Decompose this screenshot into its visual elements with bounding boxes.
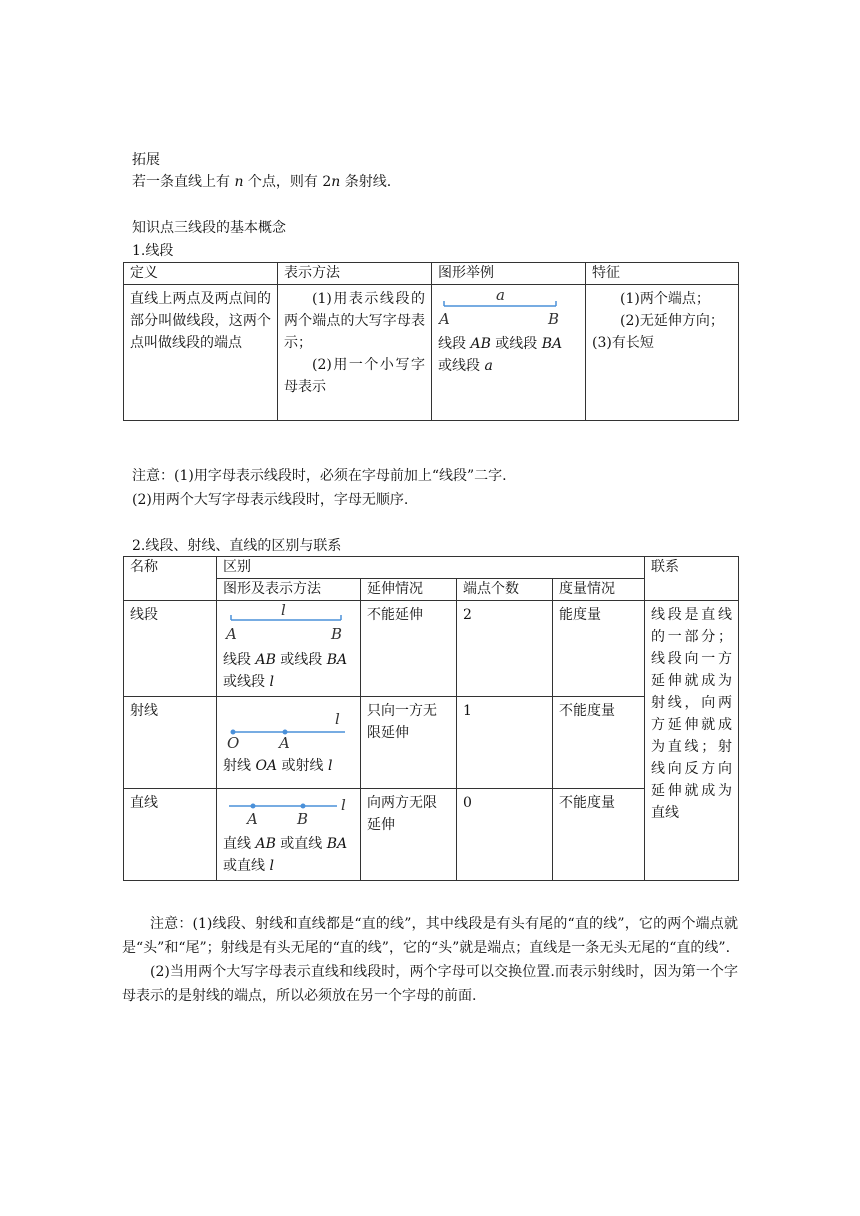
segment-figure: [223, 604, 351, 642]
row-endpoints: 1: [457, 697, 553, 789]
row-name: 射线: [124, 697, 217, 789]
header-method: 表示方法: [278, 263, 432, 285]
feature-2: (2)无延伸方向；: [620, 313, 724, 329]
header-name: 名称: [124, 557, 217, 601]
note2-paragraph-2: (2)当用两个大写字母表示直线和线段时，两个字母可以交换位置.而表示射线时，因为第一个字母表示的是射线的端点，所以必须放在另一个字母的前面.: [122, 964, 738, 1004]
note1-line2: (2)用两个大写字母表示线段时，字母无顺序.: [132, 492, 409, 508]
row-measure: 不能度量: [553, 789, 645, 881]
header-link: 联系: [645, 557, 739, 601]
figure-caption: 直线 AB 或直线 BA 或直线 l: [223, 836, 348, 874]
table-row: [124, 601, 739, 697]
label-l: l: [341, 796, 346, 814]
row-endpoints: 0: [457, 789, 553, 881]
row-extension: 只向一方无限延伸: [361, 697, 457, 789]
label-B: B: [331, 625, 343, 642]
row-figure: [217, 601, 361, 697]
figure-caption: 射线 OA 或射线 l: [223, 758, 333, 774]
feature-3: (3)有长短: [592, 335, 654, 351]
row-extension: 不能延伸: [361, 601, 457, 697]
row-extension: 向两方无限延伸: [361, 789, 457, 881]
table-header-row: [124, 263, 739, 285]
header-figure-method: 图形及表示方法: [217, 579, 361, 601]
method-1: (1)用表示线段的两个端点的大写字母表示；: [284, 291, 425, 351]
extension-text: 若一条直线上有 n 个点，则有 2n 条射线.: [132, 174, 392, 190]
row-name: 直线: [124, 789, 217, 881]
header-features: 特征: [586, 263, 739, 285]
label-l: l: [281, 604, 286, 619]
definition-cell: 直线上两点及两点间的部分叫做线段，这两个点叫做线段的端点: [124, 285, 278, 421]
subsection-title: 1.线段: [132, 243, 174, 259]
label-A: A: [279, 734, 290, 748]
row-endpoints: 2: [457, 601, 553, 697]
method-cell: [278, 285, 432, 421]
table2-title: 2.线段、射线、直线的区别与联系: [132, 538, 342, 554]
method-2: (2)用一个小写字母表示: [284, 357, 425, 395]
header-extension: 延伸情况: [361, 579, 457, 601]
row-figure: [217, 789, 361, 881]
header-difference: 区别: [217, 557, 645, 579]
line-figure: [223, 792, 351, 826]
header-endpoints: 端点个数: [457, 579, 553, 601]
extension-heading: 拓展: [132, 152, 160, 168]
label-l: l: [335, 710, 340, 728]
label-B: B: [297, 810, 309, 826]
label-B: B: [548, 310, 560, 326]
link-cell: 线段是直线的一部分；线段向一方延伸就成为射线，向两方延伸就成为直线；射线向反方向延伸就成为直线: [645, 601, 739, 881]
segment-table: [123, 262, 739, 421]
row-figure: [217, 697, 361, 789]
header-measure: 度量情况: [553, 579, 645, 601]
label-A: A: [226, 625, 237, 642]
table-row: [124, 285, 739, 421]
note2: [122, 912, 738, 1008]
figure-caption: 线段 AB 或线段 BA 或线段 l: [223, 652, 348, 690]
ray-figure: [223, 700, 351, 748]
comparison-table: [123, 556, 739, 881]
row-measure: 能度量: [553, 601, 645, 697]
features-cell: [586, 285, 739, 421]
segment-figure: [438, 288, 568, 326]
label-a: a: [496, 288, 505, 304]
header-definition: 定义: [124, 263, 278, 285]
row-measure: 不能度量: [553, 697, 645, 789]
header-figure: 图形举例: [432, 263, 586, 285]
label-A: A: [247, 810, 258, 826]
figure-cell: [432, 285, 586, 421]
note1-line1: 注意：(1)用字母表示线段时，必须在字母前加上“线段”二字.: [132, 468, 507, 484]
label-O: O: [227, 734, 240, 748]
section-title: 知识点三线段的基本概念: [132, 220, 286, 236]
figure-caption: 线段 AB 或线段 BA 或线段 a: [438, 336, 563, 374]
feature-1: (1)两个端点；: [620, 291, 710, 307]
note2-paragraph-1: 注意：(1)线段、射线和直线都是“直的线”，其中线段是有头有尾的“直的线”，它的两个端点就是“头”和“尾”；射线是有头无尾的“直的线”，它的“头”就是端点；直线是一条无头无尾的“直的线”.: [122, 916, 738, 956]
row-name: 线段: [124, 601, 217, 697]
label-A: A: [439, 310, 450, 326]
